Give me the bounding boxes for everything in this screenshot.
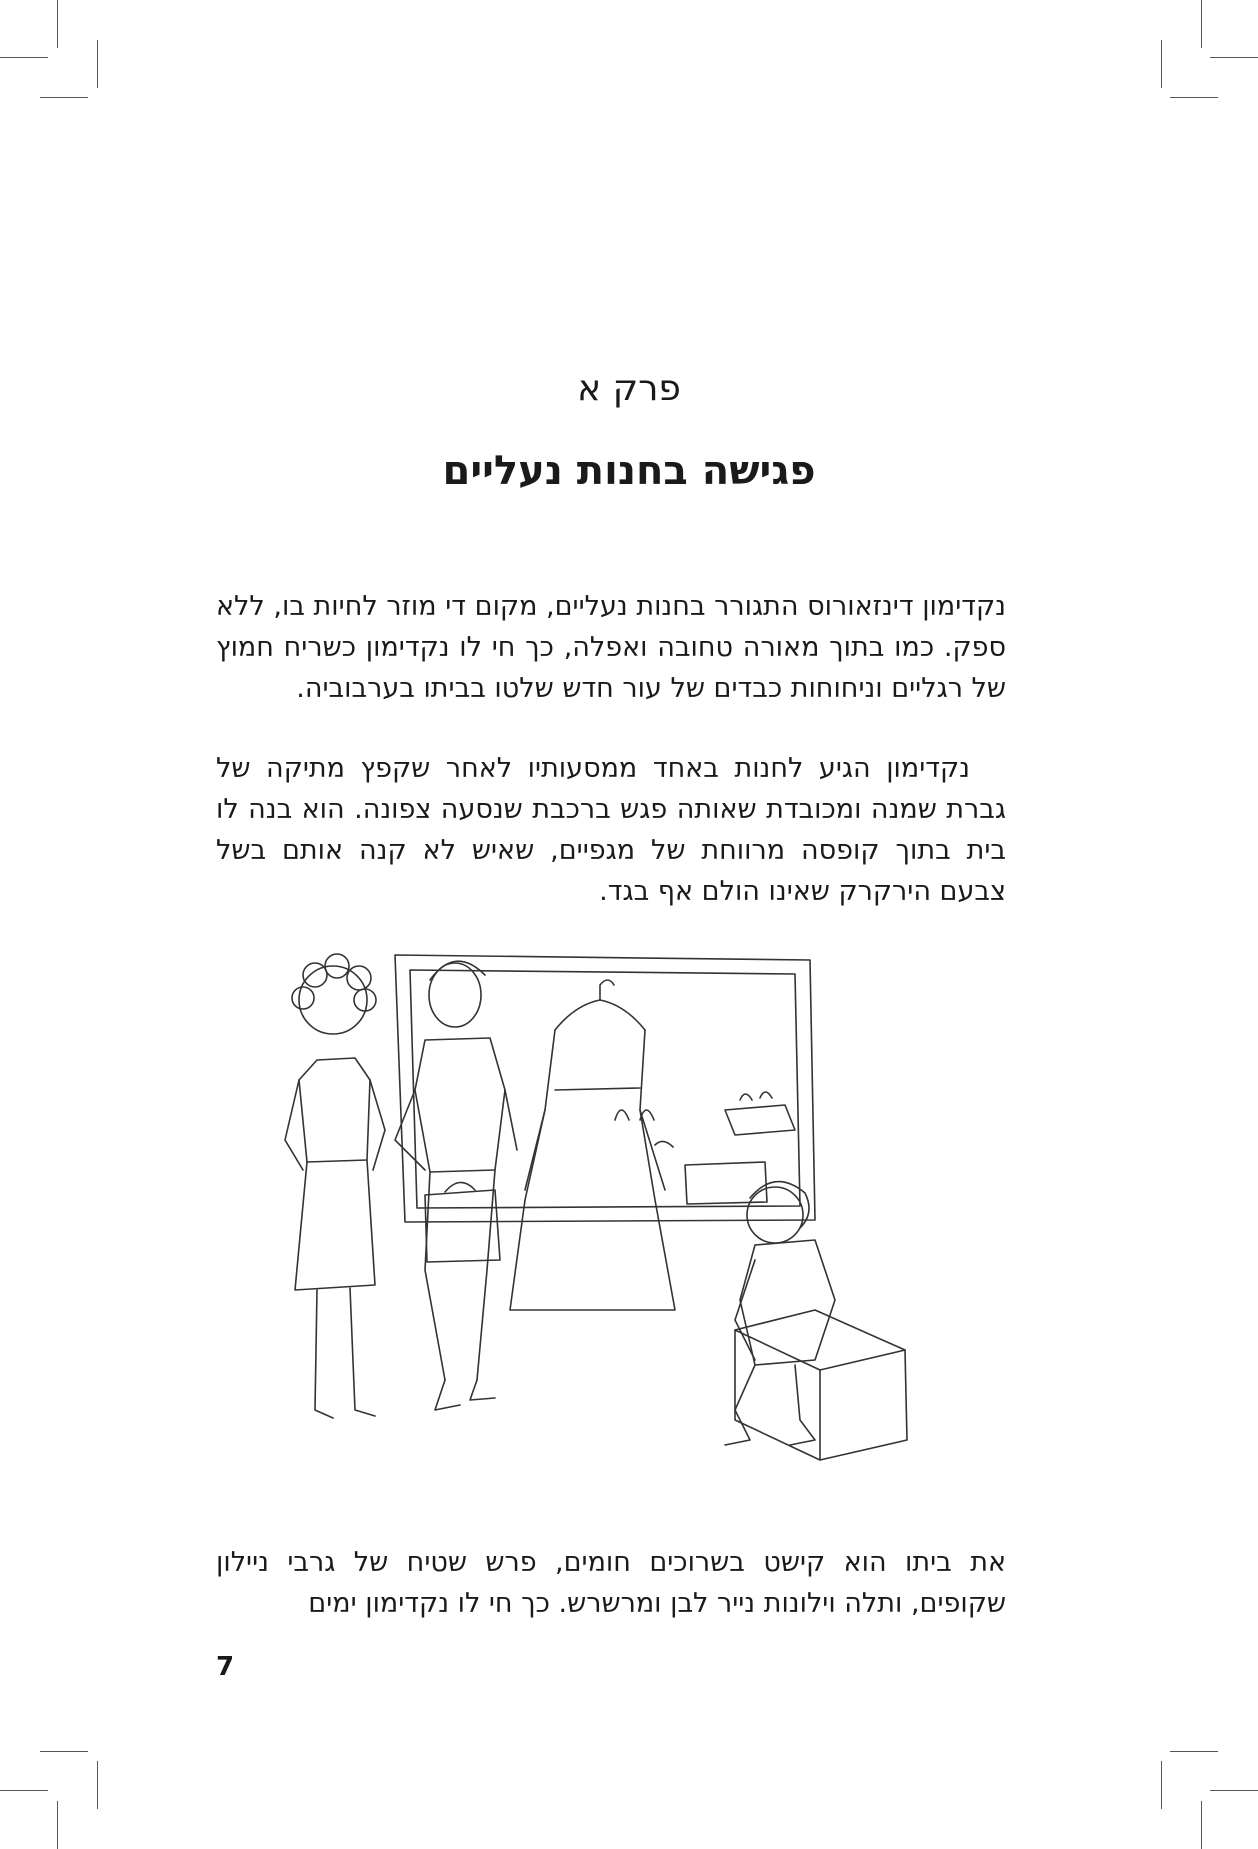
crop-mark xyxy=(97,1761,98,1809)
crop-mark xyxy=(1161,40,1162,88)
chapter-label: פרק א xyxy=(577,368,681,409)
paragraph: נקדימון הגיע לחנות באחד ממסעותיו לאחר שקפץ מתיקה של גברת שמנה ומכובדת שאותה פגש ברכבת שנסעה צפונה. הוא בנה לו בית בתוך קופסה מרווחת של מגפיים, שאיש לא קנה אותם בשל צבעם הירקרק שאינו הולם אף בגד. xyxy=(216,753,1006,907)
crop-mark xyxy=(40,1751,88,1752)
illustration-shoe-store xyxy=(255,940,975,1510)
chapter-title: פגישה בחנות נעליים xyxy=(442,448,816,494)
crop-mark xyxy=(1210,1790,1258,1791)
paragraph: את ביתו הוא קישט בשרוכים חומים, פרש שטיח של גרבי ניילון שקופים, ותלה וילונות נייר לבן ומרשרש. כך חי לו נקדימון ימים xyxy=(216,1547,1006,1619)
crop-mark xyxy=(0,57,48,58)
crop-mark xyxy=(0,1790,48,1791)
paragraph: נקדימון דינזאורוס התגורר בחנות נעליים, מקום די מוזר לחיות בו, ללא ספק. כמו בתוך מאורה טחובה ואפלה, כך חי לו נקדימון כשריח חמוץ של רגליים וניחוחות כבדים של עור חדש שלטו בביתו בערבוביה. xyxy=(216,591,1006,704)
crop-mark xyxy=(40,97,88,98)
crop-mark xyxy=(57,0,58,48)
crop-mark xyxy=(1201,0,1202,48)
crop-mark xyxy=(57,1801,58,1849)
crop-mark xyxy=(1161,1761,1162,1809)
crop-mark xyxy=(97,40,98,88)
crop-mark xyxy=(1210,57,1258,58)
page-number: 7 xyxy=(216,1652,235,1682)
crop-mark xyxy=(1201,1801,1202,1849)
crop-mark xyxy=(1170,97,1218,98)
crop-mark xyxy=(1170,1751,1218,1752)
